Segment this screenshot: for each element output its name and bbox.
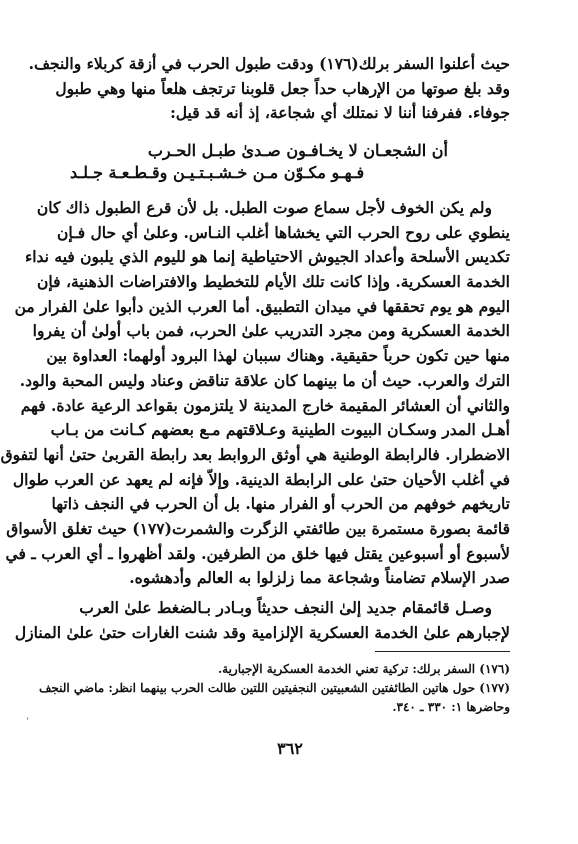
footnote-177-continuation: وحاضرها ١: ٣٣٠ ـ ٣٤٠. — [392, 700, 510, 714]
text-line: اليوم هو يوم تحققها في ميدان التطبيق. أما العرب الذين دأبوا علىٰ الفرار من — [14, 296, 510, 316]
text-line: الخدمة العسكرية. وإذا كانت تلك الأيام للتخطيط والافتراضات الذهنية، فإن — [37, 272, 510, 292]
text-line: منها حين تكون حرباً حقيقية. وهناك سببان لهذا البرود أولهما: العداوة بين — [46, 346, 510, 366]
text-line: جوفاء. ففرفنا أننا لا نمتلك أي شجاعة، إذ أنه قد قيل: — [170, 103, 510, 123]
text-line: صدر الإسلام تضامناً وشجاعة مما زلزلوا به العالم وأدهشوه. — [129, 568, 510, 588]
text-line: في أغلب الأحيان حتىٰ على الرابطة الدينية. وإلاّ فإنه لم يعهد عن العرب طوال — [12, 469, 510, 489]
text-line: والثاني أن العشائر المقيمة خارج المدينة لا يلتزمون بقواعد الرعية عادة. فهم — [20, 395, 510, 415]
poem-line-2: فـهـو مكـوّن مـن خـشـبـتـيـن وقـطـعـة جـلـد — [70, 163, 365, 182]
text-line: تاريخهم خوفهم من الحرب أو الفرار منها. بل أن الحرب في النجف ذاتها — [51, 494, 510, 514]
text-line: أهـل المدر وسكـان البيوت الطينية وعـلاقتهم مـع بعضهم كـانت من بـاب — [50, 420, 510, 440]
page-number: ٣٦٢ — [277, 739, 303, 758]
text-line: الخدمة العسكرية ومن مجرد التدريب علىٰ الحرب، فمن باب أولىٰ أن يفروا — [32, 321, 510, 341]
poem-line-1: أن الشجعـان لا يخـافـون صـدىٰ طبـل الحـرب — [147, 141, 448, 160]
text-line: قائمة بصورة مستمرة بين طائفتي الزگرت والشمرت(١٧٧) حيث تغلق الأسواق — [6, 518, 510, 538]
text-line: ينطوي على روح الحرب التي يخشاها أغلب النـاس. وعلىٰ أي حال فـإن — [57, 222, 510, 242]
text-line: الترك والعرب. حيث أن ما بينهما كان علاقة تناقض وعناد وليس المحبة والود. — [19, 370, 510, 390]
text-line: لإجبارهم علىٰ الخدمة العسكرية الإلزامية وقد شنت الغارات حتىٰ علىٰ المنازل — [14, 622, 510, 642]
text-line: الاضطرار. فالرابطة الوطنية هي أوثق الروابط بعد رابطة القربىٰ حتىٰ أنها لتفوق — [0, 444, 510, 464]
text-line: تكديس الأسلحة وأعداد الجيوش الاحتياطية إنما هو لليوم الذي يلبون فيه نداء — [24, 247, 510, 267]
paragraph-1 — [28, 52, 510, 126]
text-line: لأسبوع أو أسبوعين يقتل فيها خلق من الطرفين. ولقد أظهروا ـ أي العرب ـ في — [5, 543, 510, 563]
footnotes — [38, 660, 510, 717]
footnote-176: (١٧٦) السفر برلك: تركية تعني الخدمة العسكرية الإجبارية. — [217, 662, 510, 676]
poem-verse — [68, 140, 510, 184]
text-line: حيث أعلنوا السفر برلك(١٧٦) ودقت طبول الحرب في أزقة كربلاء والنجف. — [28, 54, 510, 73]
paragraph-3 — [14, 596, 510, 645]
footnote-divider — [375, 651, 510, 652]
text-line: وصـل قائمقام جديد إلىٰ النجف حديثاً وبـادر بـالضغط علىٰ العرب — [79, 598, 492, 617]
text-line: وقد بلغ صوتها من الإرهاب حداً جعل قلوبنا ترتجف هلعاً منها وهي طبول — [55, 78, 510, 98]
margin-speck: ‘ — [26, 717, 29, 727]
footnote-177: (١٧٧) حول هاتين الطائفتين الشعبيتين النجفيتين اللتين طالت الحرب بينهما انظر: ماضي النجف — [38, 681, 510, 695]
paragraph-2 — [0, 196, 510, 591]
text-line: ولم يكن الخوف لأجل سماع صوت الطبل. بل لأن قرع الطبول ذاك كان — [36, 198, 492, 217]
